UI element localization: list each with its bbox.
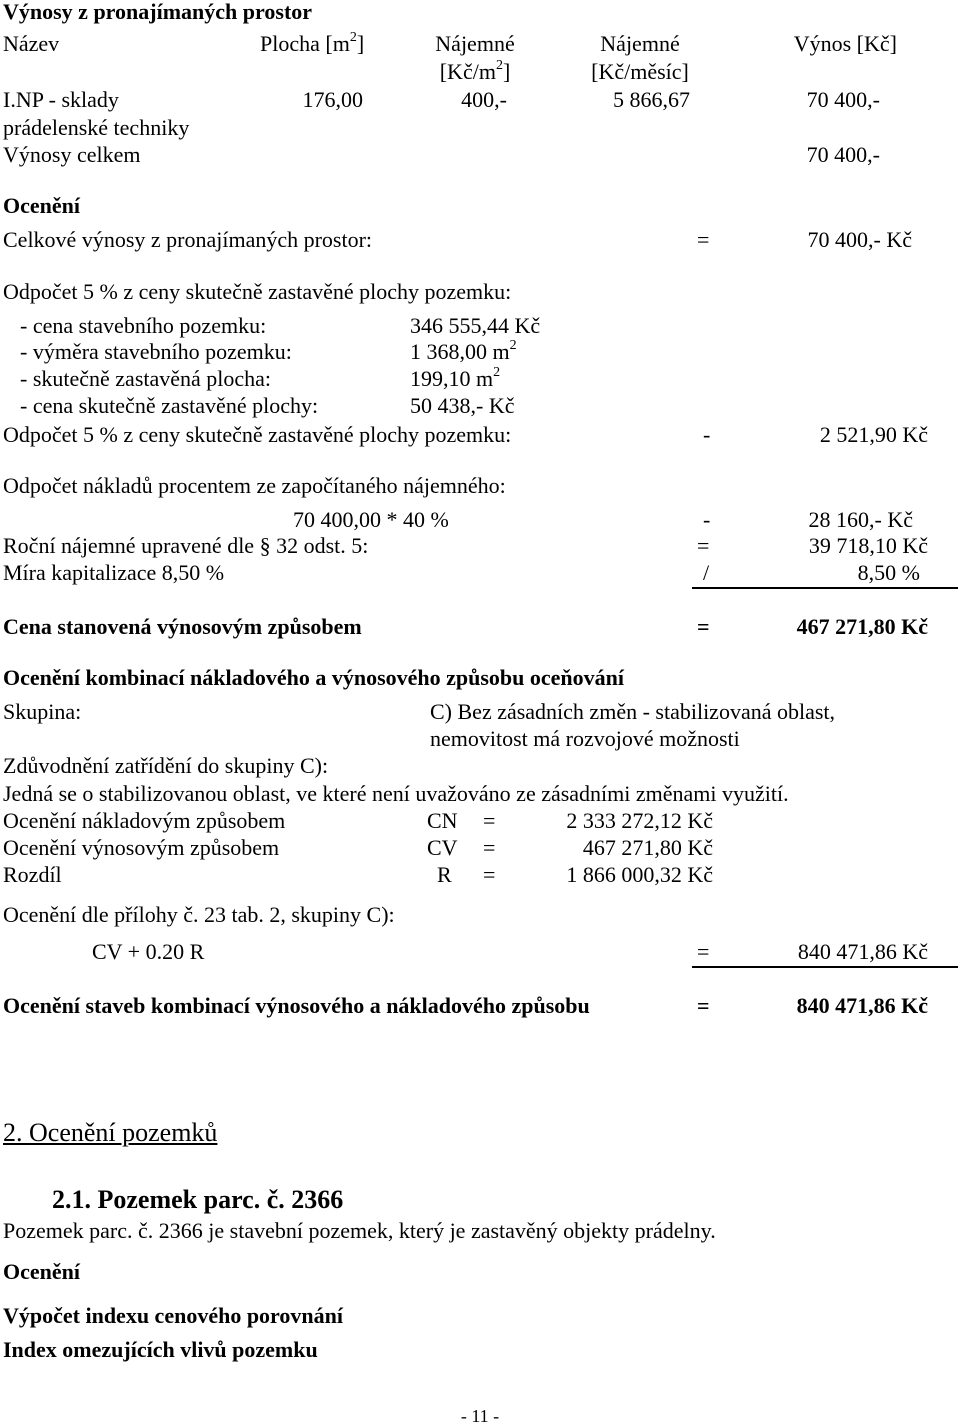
cn-value: 2 333 272,12 Kč [566,808,713,833]
cap-value: 8,50 % [857,560,920,585]
detail-label: - cena skutečně zastavěné plochy: [20,393,319,418]
cn-label: Ocenění nákladovým způsobem [3,808,286,833]
land-heading: 2. Ocenění pozemků [3,1118,218,1147]
index-heading: Výpočet indexu cenového porovnání [3,1303,344,1328]
detail-label: - skutečně zastavěná plocha: [20,366,272,391]
combined-heading: Ocenění kombinací nákladového a výnosového způsobu oceňování [3,665,625,690]
deduction-heading: Odpočet 5 % z ceny skutečně zastavěné plochy pozemku: [3,279,512,304]
reason-text: Jedná se o stabilizovanou oblast, ve které není uvažováno ze zásadními změnami využití. [3,781,789,806]
adjusted-label: Roční nájemné upravené dle § 32 odst. 5: [3,533,369,558]
deduction-label: Odpočet 5 % z ceny skutečně zastavěné plochy pozemku: [3,422,512,447]
cn-op: = [483,808,496,833]
group-value-l2: nemovitost má rozvojové možnosti [430,726,740,751]
row-area: 176,00 [302,87,363,112]
final-label: Ocenění staveb kombinací výnosového a nákladového způsobu [3,993,590,1018]
costs-value: 28 160,- Kč [808,507,913,532]
row-name-l1: I.NP - sklady [3,87,119,112]
section-title: Výnosy z pronajímaných prostor [3,0,313,24]
detail-label: - cena stavebního pozemku: [20,313,267,338]
divider [692,966,958,968]
detail-value: 50 438,- Kč [410,393,515,418]
formula: CV + 0.20 R [92,939,205,964]
cv-op: = [483,835,496,860]
deduction-op: - [703,422,711,447]
cap-op: / [703,560,710,585]
col-header-name: Název [3,31,60,56]
costs-op: - [703,507,711,532]
valuation-heading: Ocenění [3,193,80,218]
row-rent-month: 5 866,67 [613,87,690,112]
group-label: Skupina: [3,699,82,724]
detail-value: 1 368,00 $m^2$ [410,337,517,364]
page-number: - 11 - [460,1406,500,1426]
cv-code: CV [427,835,458,860]
cv-label: Ocenění výnosovým způsobem [3,835,280,860]
total-value: 70 400,- [806,142,880,167]
col-header-rent-m2-l1: Nájemné [435,31,515,56]
divider [692,587,958,589]
cv-value: 467 271,80 Kč [582,835,713,860]
cn-code: CN [427,808,458,833]
r-value: 1 866 000,32 Kč [566,862,713,887]
total-income-value: 70 400,- Kč [807,227,912,252]
final-value: 840 471,86 Kč [796,993,928,1018]
limits-heading: Index omezujících vlivů pozemku [3,1337,318,1362]
row-income: 70 400,- [806,87,880,112]
annex-label: Ocenění dle přílohy č. 23 tab. 2, skupiny C): [3,902,395,927]
col-header-rent-m2-l2: $[Kč/m^2]$ [439,57,511,84]
row-rent-m2: 400,- [461,87,507,112]
r-op: = [483,862,496,887]
detail-value: 199,10 $m^2$ [410,364,501,391]
price-value: 467 271,80 Kč [796,614,928,639]
costs-heading: Odpočet nákladů procentem ze započítaného nájemného: [3,473,506,498]
total-income-label: Celkové výnosy z pronajímaných prostor: [3,227,373,252]
row-name-l2: prádelenské techniky [3,115,190,140]
col-header-area: Plocha $[m^2]$ [260,29,365,56]
adjusted-value: 39 718,10 Kč [808,533,928,558]
total-label: Výnosy celkem [3,142,141,167]
r-code: R [437,862,452,887]
adjusted-op: = [697,533,710,558]
group-value-l1: C) Bez zásadních změn - stabilizovaná oblast, [430,699,836,724]
cap-label: Míra kapitalizace 8,50 % [3,560,225,585]
detail-label: - výměra stavebního pozemku: [20,339,292,364]
price-op: = [697,614,710,639]
costs-formula: 70 400,00 * 40 % [293,507,449,532]
price-label: Cena stanovená výnosovým způsobem [3,614,362,639]
final-op: = [697,993,710,1018]
land-description: Pozemek parc. č. 2366 je stavební pozemek, který je zastavěný objekty prádelny. [3,1218,716,1243]
deduction-value: 2 521,90 Kč [819,422,928,447]
col-header-rent-month-l1: Nájemné [600,31,680,56]
detail-value: 346 555,44 Kč [410,313,541,338]
formula-value: 840 471,86 Kč [797,939,928,964]
col-header-income: Výnos [Kč] [793,31,897,56]
formula-op: = [697,939,710,964]
total-income-op: = [697,227,710,252]
r-label: Rozdíl [3,862,62,887]
land-sub-heading: 2.1. Pozemek parc. č. 2366 [52,1185,344,1214]
land-valuation-heading: Ocenění [3,1259,80,1284]
reason-label: Zdůvodnění zatřídění do skupiny C): [3,753,329,778]
col-header-rent-month-l2: [Kč/měsíc] [591,59,689,84]
